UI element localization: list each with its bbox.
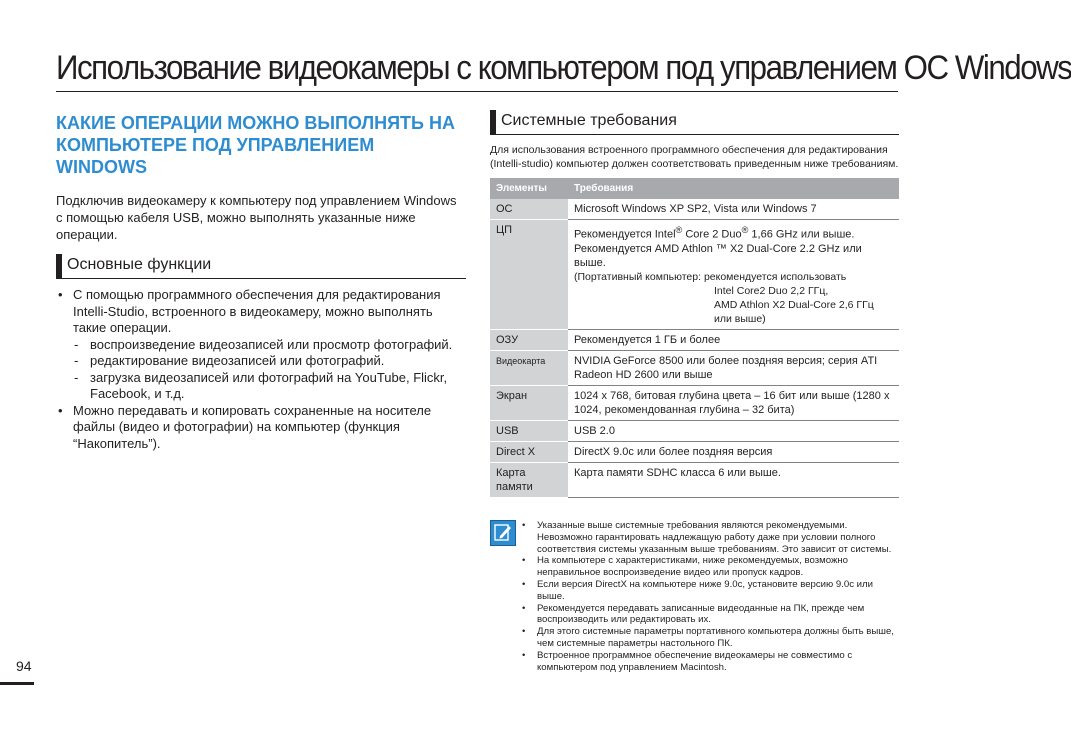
section-marker (490, 110, 496, 134)
row-label: Direct X (490, 441, 568, 462)
table-row (490, 199, 899, 220)
table-row (490, 329, 899, 350)
cpu-line: (Портативный компьютер: рекомендуется использовать (574, 270, 847, 283)
section-heading-functions (56, 251, 466, 279)
table-row (490, 462, 899, 497)
intro-paragraph: Подключив видеокамеру к компьютеру под управлением Windows с помощью кабеля USB, можно выполнять указанные ниже операции. (56, 193, 457, 242)
page-title: Использование видеокамеры с компьютером под управлением ОС Windows (56, 49, 1071, 87)
section-title: Основные функции (67, 256, 212, 273)
row-value: 1024 x 768, битовая глубина цвета – 16 бит или выше (1280 x 1024, рекомендованная глубина – 32 бита) (568, 385, 899, 420)
notes-list (490, 520, 899, 673)
registered-mark: ® (741, 225, 749, 235)
note-item: • Для этого системные параметры портативного компьютера должны быть выше, чем системные параметры настольного ПК. (537, 626, 899, 650)
section-heading-requirements (490, 107, 899, 135)
row-value (568, 220, 899, 330)
table-row (490, 350, 899, 385)
cpu-line: Core 2 Duo (682, 228, 742, 241)
sub-item: - воспроизведение видеозаписей или просмотр фотографий. (73, 337, 466, 354)
row-value: Рекомендуется 1 ГБ и более (568, 329, 899, 350)
row-value: DirectX 9.0c или более поздняя версия (568, 441, 899, 462)
operations-heading: КАКИЕ ОПЕРАЦИИ МОЖНО ВЫПОЛНЯТЬ НА КОМПЬЮТЕРЕ ПОД УПРАВЛЕНИЕМ WINDOWS (56, 113, 455, 177)
note-pencil-icon (490, 520, 516, 546)
row-label: Видеокарта (490, 350, 568, 385)
table-row (490, 385, 899, 420)
requirements-intro: Для использования встроенного программного обеспечения для редактирования (Intelli-studio) компьютер должен соответствовать приведенным ниже требованиям. (490, 144, 899, 170)
row-label: Карта памяти (490, 462, 568, 497)
column-header: Элементы (490, 178, 568, 199)
registered-mark: ® (675, 225, 683, 235)
list-item: • Можно передавать и копировать сохраненные на носителе файлы (видео и фотографии) на компьютер (функция “Накопитель”). (56, 403, 466, 453)
page-number-rule (0, 682, 34, 685)
row-value: NVIDIA GeForce 8500 или более поздняя версия; серия ATI Radeon HD 2600 или выше (568, 350, 899, 385)
row-label: ОС (490, 199, 568, 220)
cpu-line: AMD Athlon X2 Dual-Core 2,6 ГГц или выше) (714, 298, 874, 325)
right-column (490, 107, 899, 498)
bullet-text: С помощью программного обеспечения для редактирования Intelli-Studio, встроенного в видеокамеру, можно выполнять такие операции. (73, 287, 441, 335)
cpu-line: Intel Core2 Duo 2,2 ГГц, (714, 284, 829, 297)
sub-item: - редактирование видеозаписей или фотографий. (73, 353, 466, 370)
row-label: Экран (490, 385, 568, 420)
notes-block (490, 520, 899, 673)
section-title: Системные требования (501, 112, 677, 129)
row-label: ОЗУ (490, 329, 568, 350)
row-value: USB 2.0 (568, 420, 899, 441)
functions-list (56, 287, 466, 452)
note-item: • На компьютере с характеристиками, ниже рекомендуемых, возможно неправильное воспроизведение видео или пропуск кадров. (537, 555, 899, 579)
row-value: Microsoft Windows XP SP2, Vista или Windows 7 (568, 199, 899, 220)
table-header-row (490, 178, 899, 199)
table-row (490, 420, 899, 441)
cpu-line: 1,66 GHz или выше. (748, 228, 855, 241)
table-row (490, 220, 899, 330)
note-item: • Если версия DirectX на компьютере ниже 9.0c, установите версию 9.0c или выше. (537, 579, 899, 603)
section-marker (56, 254, 62, 278)
requirements-table (490, 178, 899, 498)
column-header: Требования (568, 178, 899, 199)
note-item: • Встроенное программное обеспечение видеокамеры не совместимо с компьютером под управлением Macintosh. (537, 650, 899, 674)
note-item: • Указанные выше системные требования являются рекомендуемыми. Невозможно гарантировать надлежащую работу даже при условии полного соответствия системы указанным выше требованиям. Это зависит от системы. (537, 520, 899, 555)
note-item: • Рекомендуется передавать записанные видеоданные на ПК, прежде чем воспроизводить или редактировать их. (537, 603, 899, 627)
cpu-line: Рекомендуется Intel (574, 228, 676, 241)
cpu-line: Рекомендуется AMD Athlon ™ X2 Dual-Core 2.2 GHz или выше. (574, 242, 862, 269)
title-divider (56, 91, 898, 92)
table-row (490, 441, 899, 462)
row-value: Карта памяти SDHC класса 6 или выше. (568, 462, 899, 497)
sub-item: - загрузка видеозаписей или фотографий на YouTube, Flickr, Facebook, и т.д. (73, 370, 466, 403)
left-column (56, 112, 466, 452)
sub-list (73, 337, 466, 403)
row-label: USB (490, 420, 568, 441)
page-number: 94 (16, 658, 32, 674)
list-item (56, 287, 466, 403)
row-label: ЦП (490, 220, 568, 330)
